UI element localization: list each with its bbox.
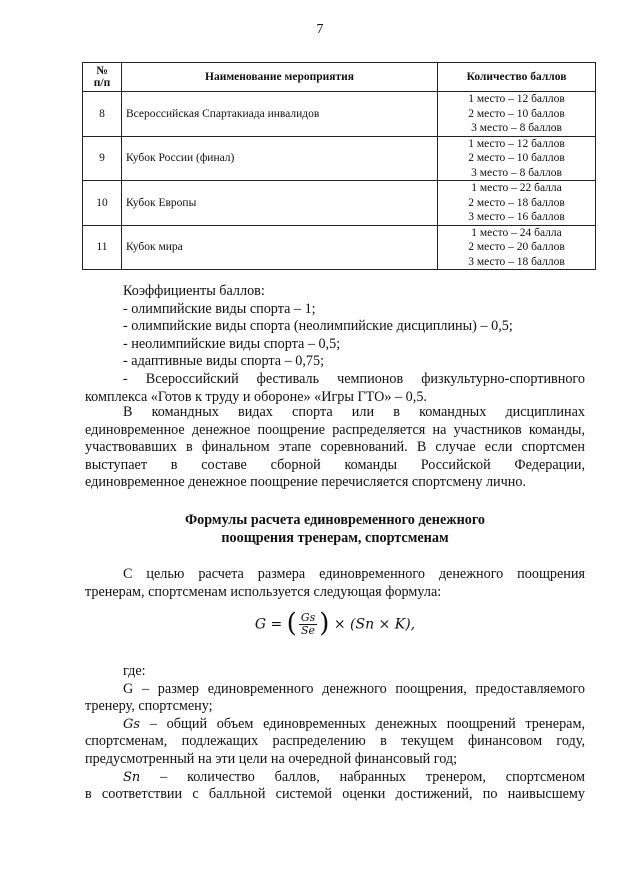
formula-lhs: G =: [254, 616, 283, 633]
paragraph-line: тренерам, спортсменам используется следующая формула:: [85, 583, 442, 600]
definition-gs: [85, 716, 585, 734]
table-header-row: [83, 63, 596, 92]
row-name: Кубок России (финал): [122, 136, 438, 181]
definition-line: в соответствии с балльной системой оценки достижений, по наивысшему: [85, 786, 585, 803]
coefficient-item: - адаптивные виды спорта – 0,75;: [123, 353, 325, 370]
row-num: 11: [83, 225, 122, 270]
definition-line: спортсменам, подлежащих распределению в текущем финансовом году,: [85, 733, 585, 750]
coefficient-item-cont: комплекса «Готов к труду и обороне» «Игры ГТО» – 0,5.: [85, 388, 427, 405]
formula-fraction: [299, 612, 317, 637]
points-line: 1 место – 22 балла: [471, 182, 562, 194]
paragraph-line: выступает в составе сборной команды Российской Федерации,: [85, 456, 585, 473]
row-num: 10: [83, 181, 122, 226]
points-line: 2 место – 10 баллов: [468, 152, 565, 164]
paragraph-line: В командных видах спорта или в командных дисциплинах: [123, 404, 585, 420]
coefficient-item: - неолимпийские виды спорта – 0,5;: [123, 335, 341, 352]
paragraph-line: участвовавших в финальном этапе соревнований. В случае если спортсмен: [85, 439, 585, 456]
points-line: 1 место – 12 баллов: [468, 93, 565, 105]
coefficient-item: - олимпийские виды спорта – 1;: [123, 300, 316, 317]
formula-denominator: Se: [301, 624, 316, 637]
definitions: [85, 663, 585, 804]
header-num: № п/п: [83, 63, 122, 92]
points-line: 3 место – 8 баллов: [471, 122, 562, 134]
paragraph-line: единовременное денежное поощрение перечисляется спортсмену лично.: [85, 474, 527, 491]
row-points: [438, 181, 596, 226]
page-number: 7: [316, 22, 324, 37]
table-row: [83, 92, 596, 137]
table-row: [83, 181, 596, 226]
row-points: [438, 225, 596, 270]
row-num: 8: [83, 92, 122, 137]
definition-line: тренеру, спортсмену;: [85, 698, 213, 715]
formula-intro: [85, 566, 585, 601]
formula-rhs: × (Sn × K),: [333, 616, 416, 633]
header-points: Количество баллов: [438, 63, 596, 92]
table-row: [83, 136, 596, 181]
coefficient-item: - олимпийские виды спорта (неолимпийские дисциплины) – 0,5;: [123, 318, 513, 335]
points-line: 3 место – 16 баллов: [468, 211, 565, 223]
definition-sn: [85, 769, 585, 787]
formula: G = ( $\frac{Gs}{Se}$ ) × (Sn × K),: [254, 608, 416, 639]
points-line: 3 место – 18 баллов: [468, 255, 565, 268]
definition-line: G – размер единовременного денежного поощрения, предоставляемого: [123, 680, 585, 697]
definition-text: – количество баллов, набранных тренером, спортсменом: [160, 768, 585, 785]
coefficient-item: - Всероссийский фестиваль чемпионов физкультурно-спортивного: [123, 370, 585, 387]
points-table: [82, 62, 596, 270]
table-row: [83, 225, 596, 270]
points-line: 3 место – 8 баллов: [471, 166, 562, 179]
points-line: 1 место – 12 баллов: [468, 137, 565, 150]
row-num: 9: [83, 136, 122, 181]
row-points: [438, 92, 596, 137]
var-sn: Sn: [123, 769, 141, 785]
formula-numerator: Gs: [300, 611, 316, 624]
section-title: [85, 512, 585, 547]
definition-line: предусмотренный на эти цели на очередной финансовый год;: [85, 750, 458, 767]
coefficients-title: Коэффициенты баллов:: [123, 283, 265, 299]
section-title-line: Формулы расчета единовременного денежного: [184, 512, 486, 528]
points-line: 2 место – 18 баллов: [468, 196, 565, 209]
points-line: 2 место – 10 баллов: [468, 107, 565, 120]
coefficients-block: [85, 283, 585, 406]
row-points: [438, 136, 596, 181]
header-name: Наименование мероприятия: [122, 63, 438, 92]
paragraph-line: С целью расчета размера единовременного денежного поощрения: [123, 566, 585, 582]
row-name: Кубок мира: [122, 225, 438, 270]
team-paragraph: [85, 404, 585, 492]
var-gs: Gs: [123, 716, 141, 732]
paragraph-line: единовременное денежное поощрение распределяется на участников команды,: [85, 421, 585, 438]
row-name: Всероссийская Спартакиада инвалидов: [122, 92, 438, 137]
row-name: Кубок Европы: [122, 181, 438, 226]
points-line: 2 место – 20 баллов: [468, 241, 565, 253]
where-label: где:: [123, 663, 146, 679]
section-title-line: поощрения тренерам, спортсменам: [221, 529, 449, 546]
points-line: 1 место – 24 балла: [471, 226, 562, 239]
definition-text: – общий объем единовременных денежных поощрений тренерам,: [140, 715, 585, 732]
